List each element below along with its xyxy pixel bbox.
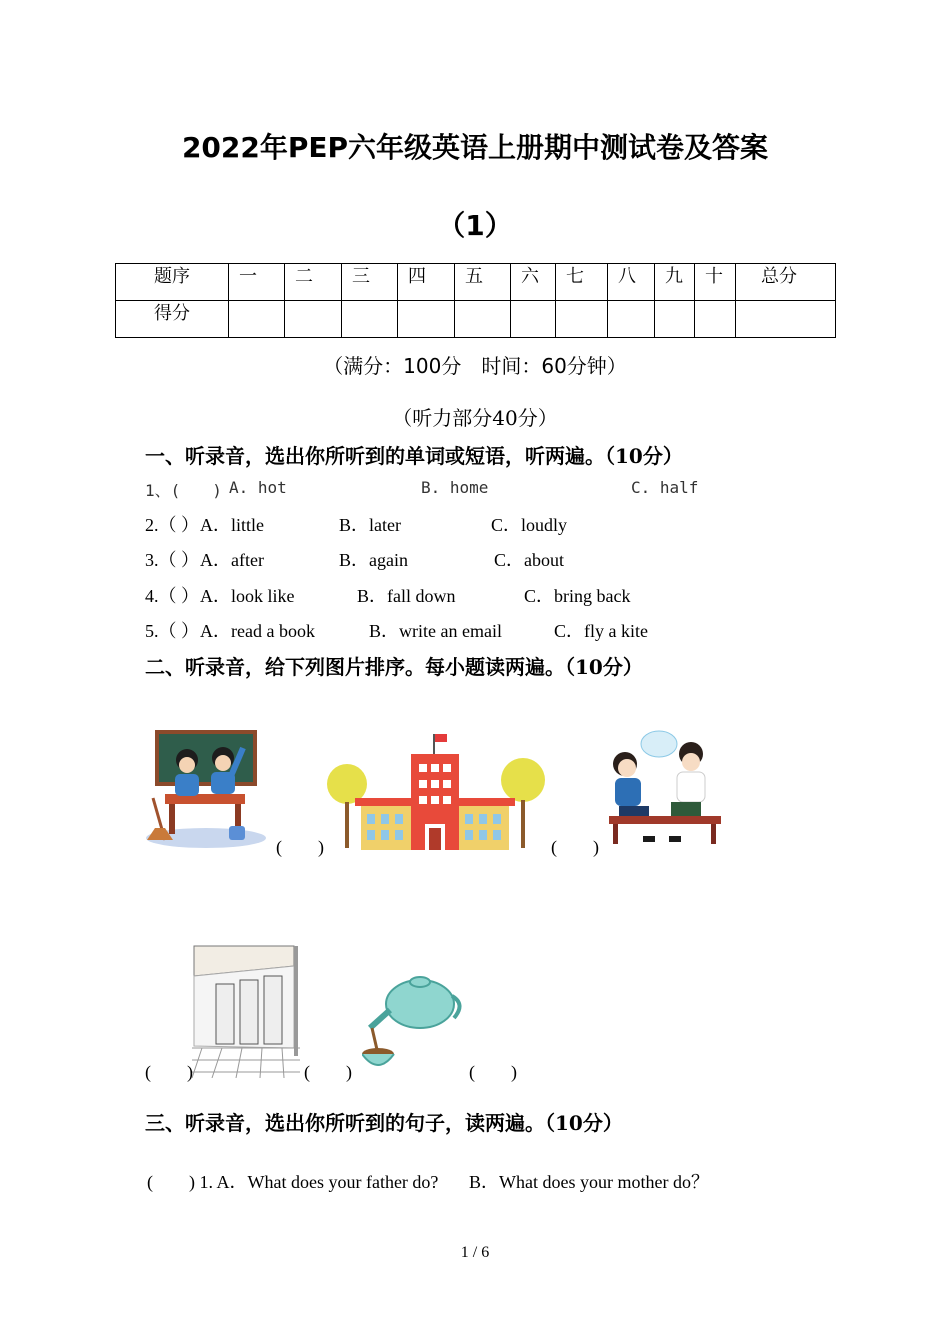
score-cell-header: 题序: [116, 264, 229, 301]
listening-header: （听力部分40分）: [392, 406, 558, 430]
option-c: C．bring back: [524, 586, 631, 606]
washroom-stalls-picture: [192, 944, 302, 1078]
score-cell-header: 三: [342, 264, 398, 301]
section2-heading: 二、听录音，给下列图片排序。每小题读两遍。（10分）: [145, 655, 643, 679]
section3-question-1: [145, 1168, 845, 1192]
score-cell-label: 得分: [116, 301, 229, 338]
question-stem: 5.（ ）: [145, 621, 199, 641]
order-blank: ( ): [551, 837, 599, 857]
question-1: [145, 478, 845, 500]
page-number: 1 / 6: [460, 1244, 490, 1261]
score-cell-empty: [229, 301, 285, 338]
question-2: [145, 511, 845, 535]
page-title: 2022年PEP六年级英语上册期中测试卷及答案: [181, 131, 769, 164]
score-cell-empty: [285, 301, 342, 338]
score-table-header-row: [116, 264, 836, 301]
section1-heading: 一、听录音，选出你所听到的单词或短语，听两遍。（10分）: [145, 444, 683, 468]
score-cell-empty: [342, 301, 398, 338]
score-cell-header: 九: [655, 264, 695, 301]
score-cell-empty: [556, 301, 608, 338]
option-b: B．fall down: [357, 586, 456, 606]
score-cell-header: 二: [285, 264, 342, 301]
option-a: A．little: [200, 515, 264, 535]
option-b: B．later: [339, 515, 401, 535]
option-a: A．look like: [200, 586, 295, 606]
score-cell-header: 四: [398, 264, 455, 301]
option-b: B．write an email: [369, 621, 502, 641]
score-cell-header: 六: [511, 264, 556, 301]
order-blank: ( ): [276, 837, 324, 857]
score-table: [115, 263, 836, 338]
score-cell-header: 一: [229, 264, 285, 301]
option-a: A. hot: [229, 478, 287, 497]
question-4: [145, 582, 845, 606]
question-stem-with-option-a: ( ) 1. A．What does your father do?: [147, 1172, 439, 1192]
score-cell-header: 五: [455, 264, 511, 301]
option-b: B．What does your mother do？: [469, 1172, 709, 1192]
option-b: B．again: [339, 550, 408, 570]
girls-talking-picture: [603, 724, 725, 848]
order-blank: ( ): [304, 1062, 352, 1082]
question-5: [145, 617, 845, 641]
option-a: A．read a book: [200, 621, 315, 641]
classroom-blackboard-picture: [143, 728, 269, 852]
option-c: C．about: [494, 550, 564, 570]
option-b: B. home: [421, 478, 489, 497]
question-stem: 2.（ ）: [145, 515, 199, 535]
score-cell-header: 总分: [736, 264, 836, 301]
score-cell-header: 八: [608, 264, 655, 301]
order-blank: ( ): [469, 1062, 517, 1082]
question-stem: 1、( ): [145, 481, 222, 500]
score-cell-empty: [736, 301, 836, 338]
score-cell-empty: [398, 301, 455, 338]
option-c: C．loudly: [491, 515, 568, 535]
order-blank: ( ): [145, 1062, 193, 1082]
teapot-picture: [362, 970, 466, 1076]
score-cell-empty: [455, 301, 511, 338]
score-table-score-row: [116, 301, 836, 338]
option-c: C. half: [631, 478, 699, 497]
score-cell-empty: [655, 301, 695, 338]
score-cell-header: 十: [695, 264, 736, 301]
section3-heading: 三、听录音，选出你所听到的句子，读两遍。（10分）: [145, 1111, 623, 1135]
score-cell-header: 七: [556, 264, 608, 301]
page-title-number: （1）: [437, 209, 513, 242]
score-cell-empty: [695, 301, 736, 338]
score-cell-empty: [608, 301, 655, 338]
question-stem: 3.（ ）: [145, 550, 199, 570]
question-stem: 4.（ ）: [145, 586, 199, 606]
school-building-picture: [325, 732, 547, 852]
option-c: C．fly a kite: [554, 621, 648, 641]
question-3: [145, 546, 845, 570]
exam-info: （满分：100分 时间：60分钟）: [323, 354, 627, 378]
score-cell-empty: [511, 301, 556, 338]
option-a: A．after: [200, 550, 264, 570]
